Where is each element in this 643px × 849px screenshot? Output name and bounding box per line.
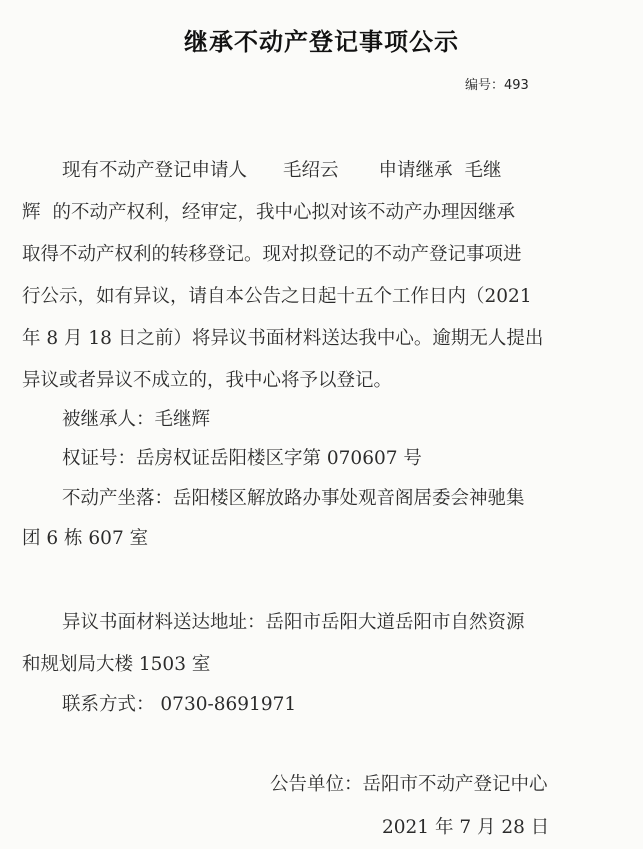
body-line-3: 取得不动产权利的转移登记。现对拟登记的不动产登记事项进 [22,244,522,265]
heir-name-part2: 辉 [22,202,41,223]
body-line-4: 行公示，如有异议，请自本公告之日起十五个工作日内（2021 [22,286,532,307]
heir-name-part1: 毛继 [464,160,502,181]
contact [62,690,296,716]
property-location-line-2: 团 6 栋 607 室 [22,528,149,549]
applicant-name: 毛绍云 [283,160,339,181]
body-line-5: 年 8 月 18 日之前）将异议书面材料送达我中心。逾期无人提出 [22,328,544,349]
property-location-line-1: 不动产坐落：岳阳楼区解放路办事处观音阁居委会神驰集 [62,488,525,509]
body-line-1-mid: 申请继承 [378,160,453,181]
objection-address-line-2: 和规划局大楼 1503 室 [22,654,211,675]
body-line-1-prefix: 现有不动产登记申请人 [62,160,248,181]
body-line-2 [22,198,515,224]
body-line-6: 异议或者异议不成立的，我中心将予以登记。 [22,370,393,391]
issue-date: 2021 年 7 月 28 日 [382,817,550,838]
contact-phone: 0730-8691971 [160,694,297,715]
objection-address-line-1: 异议书面材料送达地址：岳阳市岳阳大道岳阳市自然资源 [62,612,525,633]
body-line-1 [62,156,502,182]
decedent: 被继承人：毛继辉 [62,409,211,430]
document-number: 编号：493 [465,78,529,93]
issuer: 公告单位：岳阳市不动产登记中心 [270,774,548,795]
contact-label: 联系方式： [62,694,155,715]
page-title: 继承不动产登记事项公示 [184,28,459,56]
certificate-number: 权证号：岳房权证岳阳楼区字第 070607 号 [62,448,422,469]
body-line-2-rest: 的不动产权利，经审定，我中心拟对该不动产办理因继承 [52,202,516,223]
